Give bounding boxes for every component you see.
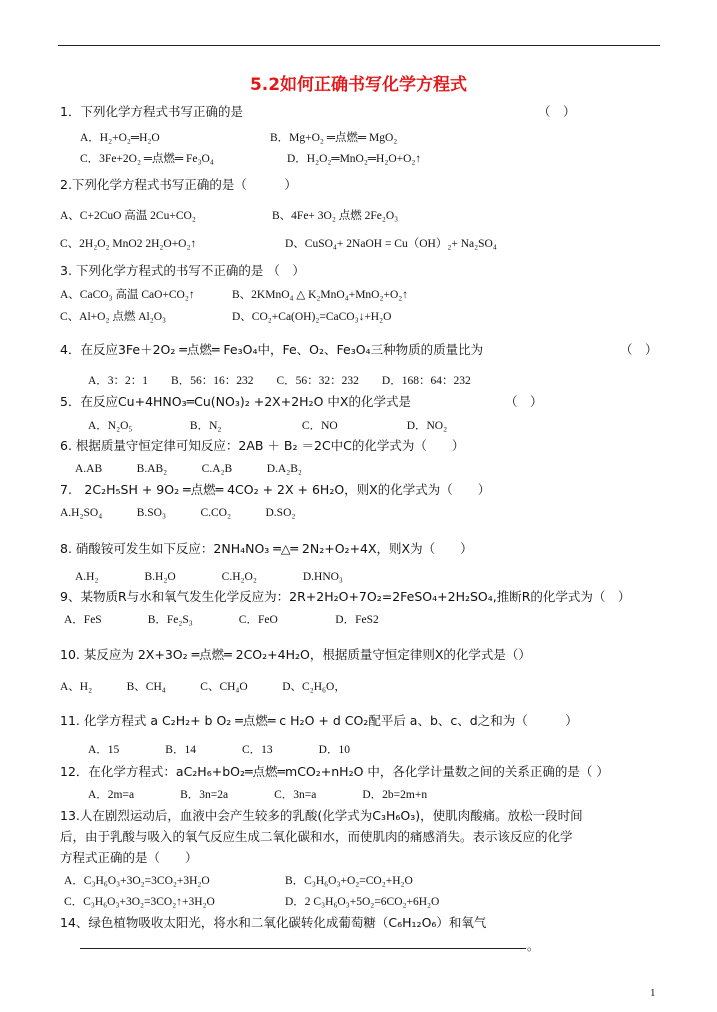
text-line: A.H₂ B.H₂O C.H₂O₂ D.HNO₃: [75, 571, 343, 583]
text-line: 1．下列化学方程式书写正确的是: [60, 104, 243, 119]
text-line: 2.下列化学方程式书写正确的是（ ）: [60, 177, 297, 192]
text-line: D、CO₂+Ca(OH)₂=CaCO₃↓+H₂O: [232, 311, 392, 323]
header-rule: [58, 45, 660, 46]
text-line: 方程式正确的是（ ）: [60, 850, 198, 865]
text-line: A．N₂O₅ B．N₂ C．NO D．NO₂: [88, 420, 448, 432]
text-line: 4．在反应3Fe＋2O₂ ═点燃═ Fe₃O₄中，Fe、O₂、Fe₃O₄三种物质的质量比为: [60, 342, 484, 357]
text-line: A、H₂ B、CH₄ C、CH₄O D、C₂H₆O，: [60, 681, 346, 693]
text-line: A．C₃H₆O₃+3O₂=3CO₂+3H₂O: [64, 875, 210, 887]
text-line: A、CaCO₃ 高温 CaO+CO₂↑: [60, 289, 195, 301]
text-line: A、C+2CuO 高温 2Cu+CO₂: [60, 210, 196, 222]
text-line: 8. 硝酸铵可发生如下反应：2NH₄NO₃ ═△═ 2N₂+O₂+4X，则X为（ ）: [60, 541, 473, 556]
text-line: 9、某物质R与水和氧气发生化学反应为：2R+2H₂O+7O₂=2FeSO₄+2H₂SO₄,推断R的化学式为（ ）: [60, 589, 631, 604]
text-line: D．H₂O₂═MnO₂═H₂O+O₂↑: [287, 153, 422, 165]
text-line: C、2H₂O₂ MnO2 2H₂O+O₂↑: [60, 238, 197, 250]
text-line: B、4Fe+ 3O₂ 点燃 2Fe₂O₃: [272, 210, 399, 222]
text-line: A.AB B.AB₂ C.A₂B D.A₂B₂: [75, 463, 302, 475]
text-line: A．15 B．14 C．13 D．10: [88, 744, 350, 756]
page-title: 5.2如何正确书写化学方程式: [249, 75, 468, 95]
text-line: B．C₃H₆O₃+O₂=CO₂+H₂O: [285, 875, 413, 887]
text-line: B．Mg+O₂ ═点燃═ MgO₂: [270, 132, 398, 144]
text-line: （ ）: [505, 394, 543, 409]
text-line: 后，由于乳酸与吸入的氧气反应生成二氧化碳和水，而使肌肉的痛感消失。表示该反应的化学: [60, 829, 573, 844]
text-line: （ ）: [620, 342, 658, 357]
text-line: C．C₃H₆O₃+3O₂=3CO₂↑+3H₂O: [64, 896, 215, 908]
text-line: C、Al+O₂ 点燃 Al₂O₃: [60, 311, 167, 323]
text-line: A．H₂+O₂═H₂O: [80, 132, 160, 144]
text-line: 5．在反应Cu+4HNO₃═Cu(NO₃)₂ +2X+2H₂O 中X的化学式是: [60, 394, 411, 409]
text-line: 11. 化学方程式 a C₂H₂+ b O₂ ═点燃═ c H₂O + d CO₂配平后 a、b、c、d之和为（ ）: [60, 713, 578, 728]
text-line: B、2KMnO₄ △ K₂MnO₄+MnO₂+O₂↑: [232, 289, 409, 301]
text-line: A．FeS B．Fe₂S₃ C．FeO D．FeS2: [64, 614, 379, 626]
text-line: D、CuSO₄+ 2NaOH = Cu（OH）₂+ Na₂SO₄: [285, 238, 497, 250]
text-line: 14、绿色植物吸收太阳光，将水和二氧化碳转化成葡萄糖（C₆H₁₂O₆）和氧气: [60, 915, 487, 930]
answer-blank-line: [80, 948, 526, 949]
text-line: D．2 C₃H₆O₃+5O₂=6CO₂+6H₂O: [285, 896, 440, 908]
text-line: 。: [527, 938, 540, 953]
text-line: A．2m=a B．3n=2a C．3n=a D．2b=2m+n: [88, 789, 428, 801]
text-line: 6. 根据质量守恒定律可知反应：2AB ＋ B₂ ＝2C中C的化学式为（ ）: [60, 438, 465, 453]
text-line: （ ）: [538, 104, 576, 119]
text-line: 12．在化学方程式：aC₂H₆+bO₂═点燃═mCO₂+nH₂O 中，各化学计量数之间的关系正确的是（ ）: [60, 764, 609, 779]
text-line: 13.人在剧烈运动后，血液中会产生较多的乳酸(化学式为C₃H₆O₃)，使肌肉酸痛。放松一段时间: [60, 808, 583, 823]
text-line: C．3Fe+2O₂ ═点燃═ Fe₃O₄: [80, 153, 214, 165]
text-line: A．3：2：1 B．56：16：232 C．56：32：232 D．168：64：232: [88, 375, 471, 387]
text-line: A.H₂SO₄ B.SO₃ C.CO₂ D.SO₂: [60, 507, 296, 519]
text-line: 7. 2C₂H₅SH + 9O₂ ═点燃═ 4CO₂ + 2X + 6H₂O，则X的化学式为（ ）: [60, 482, 491, 497]
page-number: 1: [650, 987, 656, 999]
text-line: 3. 下列化学方程式的书写不正确的是 （ ）: [60, 263, 305, 278]
text-line: 10. 某反应为 2X+3O₂ ═点燃═ 2CO₂+4H₂O，根据质量守恒定律则X的化学式是（）: [60, 647, 531, 662]
